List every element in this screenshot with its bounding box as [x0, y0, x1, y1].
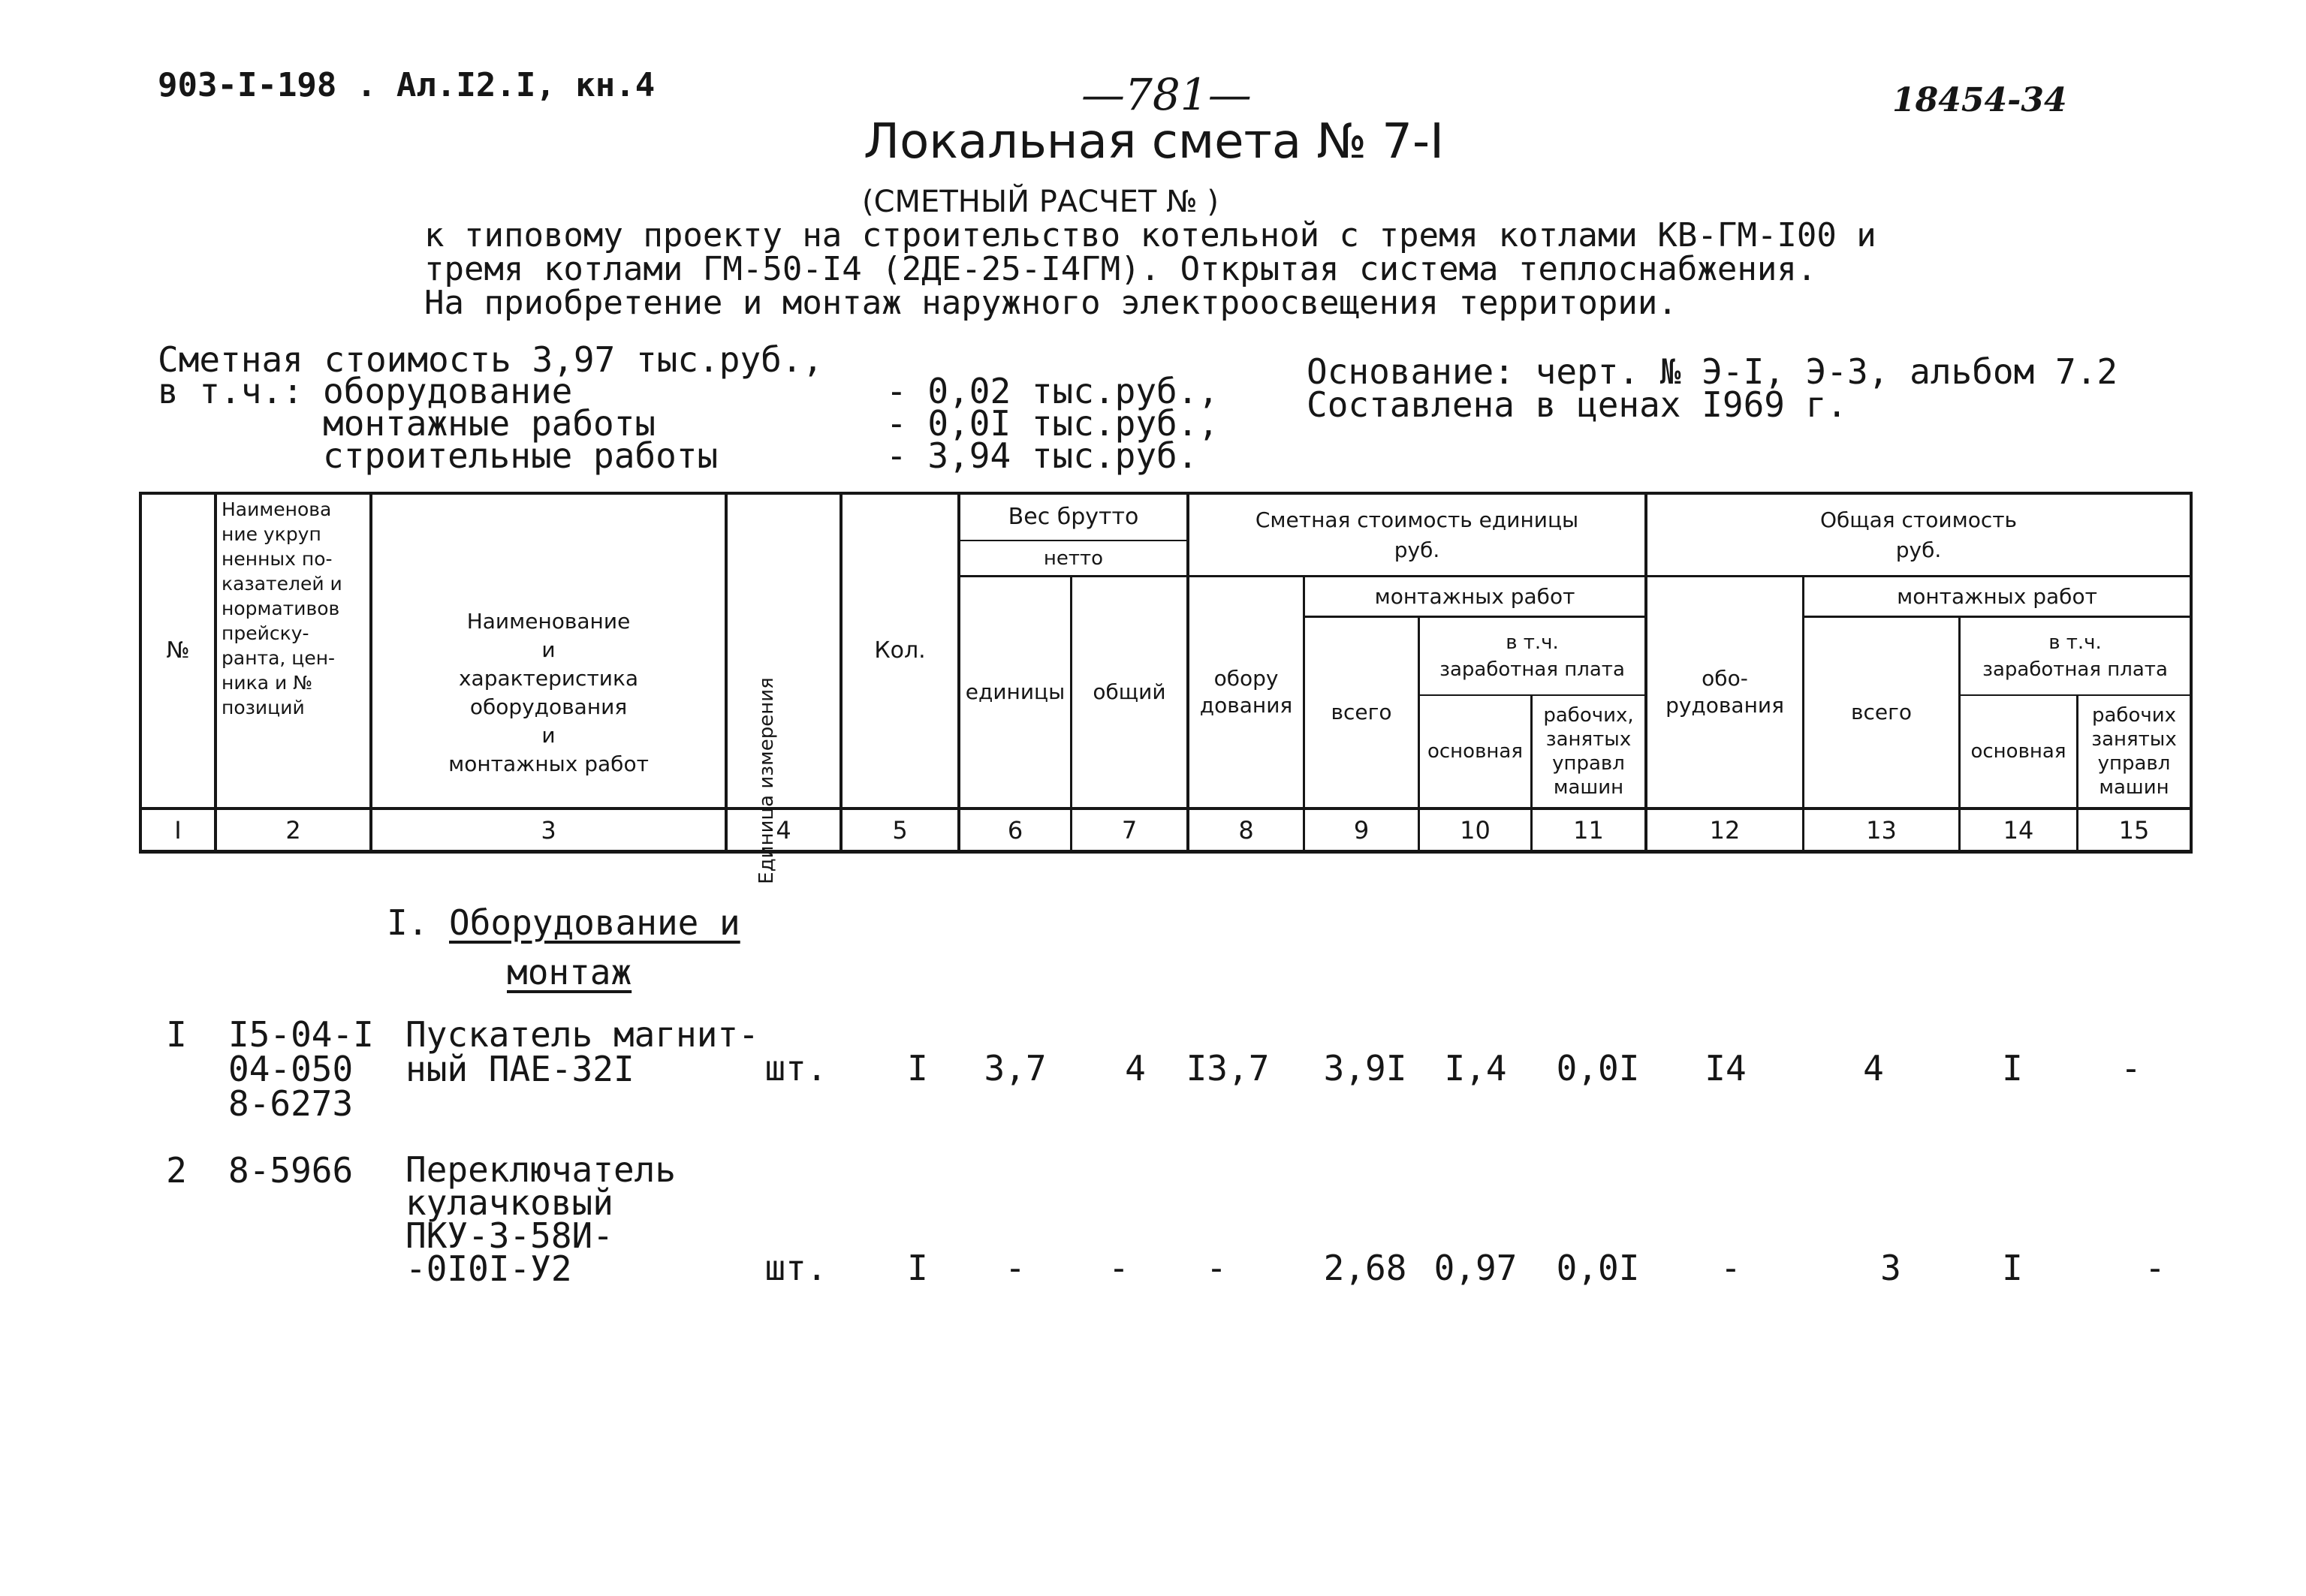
description-line-2: тремя котлами ГМ-50-I4 (2ДЕ-25-I4ГМ). Открытая система теплоснабжения.	[424, 250, 1817, 288]
header-weight-total: общий	[1093, 679, 1166, 704]
column-number: 7	[1121, 815, 1138, 845]
header-unit-machine: рабочих, занятых управл машин	[1543, 704, 1634, 799]
section-title-line-1: Оборудование и	[449, 902, 740, 943]
header-total-basic: основная	[1970, 740, 2066, 763]
row-unit: шт.	[764, 1248, 827, 1288]
row-name: Пускатель магнит- ный ПАЕ-32I	[405, 1014, 759, 1089]
header-weight-gross: Вес брутто	[1008, 504, 1139, 530]
row-total-equipment: I4	[1705, 1048, 1747, 1089]
row-total-basic: I	[2002, 1048, 2023, 1089]
row-total-basic: I	[2002, 1248, 2023, 1288]
column-number: 9	[1353, 815, 1370, 845]
column-number: 4	[776, 815, 791, 845]
header-norms: Наименова ние укруп ненных по- казателей и нормативов прейску- ранта, цен- ника и № позиций	[222, 498, 342, 718]
row-qty: I	[907, 1248, 928, 1288]
row-weight-total: 4	[1125, 1048, 1146, 1089]
total-cost: Сметная стоимость 3,97 тыс.руб.,	[158, 339, 824, 380]
page-title: Локальная смета № 7-I	[864, 114, 1444, 170]
column-number: 3	[541, 815, 556, 845]
header-total-machine: рабочих занятых управл машин	[2091, 704, 2177, 799]
header-total-equipment: обо- рудования	[1665, 666, 1784, 718]
basis-note: Основание: черт. № Э-I, Э-3, альбом 7.2	[1307, 351, 2118, 392]
row-weight-total: -	[1108, 1248, 1129, 1288]
column-number: 13	[1866, 815, 1897, 845]
cost-construction-value: - 3,94 тыс.руб.	[886, 435, 1198, 476]
row-total-total: 4	[1863, 1048, 1884, 1089]
row-total-machine: -	[2121, 1048, 2142, 1089]
page-number: —781—	[1081, 69, 1252, 120]
cost-equipment-value: - 0,02 тыс.руб.,	[886, 371, 1219, 411]
header-unit: Единица измерения	[755, 677, 778, 884]
row-total-total: 3	[1880, 1248, 1901, 1288]
row-norm: I5-04-I 04-050 8-6273	[228, 1014, 374, 1124]
row-unit-basic: 0,97	[1433, 1248, 1518, 1288]
description-line-3: На приобретение и монтаж наружного электроосвещения территории.	[424, 284, 1678, 322]
header-unit-wages: в т.ч. заработная плата	[1439, 631, 1625, 681]
row-weight-unit: -	[1005, 1248, 1026, 1288]
header-unit-total: всего	[1331, 700, 1392, 724]
column-number: 12	[1709, 815, 1741, 845]
column-number: 15	[2118, 815, 2150, 845]
row-unit-total: 3,9I	[1323, 1048, 1407, 1089]
header-unit-equipment: обору дования	[1199, 666, 1293, 718]
row-unit-equipment: I3,7	[1186, 1048, 1270, 1089]
archive-code: 18454-34	[1892, 81, 2067, 119]
cost-installation-label: монтажные работы	[323, 403, 656, 444]
cost-construction-label: строительные работы	[323, 435, 719, 476]
column-number: 8	[1238, 815, 1254, 845]
row-total-equipment: -	[1720, 1248, 1741, 1288]
row-unit-machine: 0,0I	[1556, 1048, 1640, 1089]
header-no: №	[166, 637, 190, 664]
column-number: 14	[2003, 815, 2034, 845]
header-name: Наименование и характеристика оборудования и монтажных работ	[448, 608, 649, 776]
row-no: 2	[166, 1150, 187, 1191]
header-qty: Кол.	[874, 637, 926, 664]
column-number: 6	[1007, 815, 1023, 845]
column-number: 2	[285, 815, 301, 845]
row-unit-equipment: -	[1206, 1248, 1227, 1288]
header-total-install: монтажных работ	[1897, 583, 2097, 609]
row-total-machine: -	[2145, 1248, 2166, 1288]
row-no: I	[166, 1014, 187, 1055]
header-weight-unit: единицы	[965, 679, 1066, 704]
page-subtitle: (СМЕТНЫЙ РАСЧЕТ № )	[862, 185, 1219, 219]
row-norm: 8-5966	[228, 1150, 354, 1191]
cost-equipment-label: оборудование	[323, 371, 573, 411]
row-unit-basic: I,4	[1444, 1048, 1507, 1089]
column-number: I	[174, 815, 182, 845]
header-unit-install: монтажных работ	[1374, 583, 1575, 609]
price-year-note: Составлена в ценах I969 г.	[1307, 384, 1848, 425]
column-number: 5	[892, 815, 908, 845]
row-unit-machine: 0,0I	[1556, 1248, 1640, 1288]
section-number: I.	[387, 902, 429, 943]
row-qty: I	[907, 1048, 928, 1089]
document-code: 903-I-198 . Ал.I2.I, кн.4	[158, 66, 656, 104]
header-total-wages: в т.ч. заработная плата	[1982, 631, 2168, 681]
column-number: 11	[1573, 815, 1604, 845]
including-label: в т.ч.:	[158, 371, 303, 411]
column-number: 10	[1460, 815, 1491, 845]
header-total-cost: Общая стоимость руб.	[1819, 507, 2018, 562]
row-weight-unit: 3,7	[984, 1048, 1047, 1089]
section-title-line-2: монтаж	[507, 952, 632, 992]
row-unit-total: 2,68	[1323, 1248, 1407, 1288]
description-line-1: к типовому проекту на строительство котельной с тремя котлами КВ-ГМ-I00 и	[424, 216, 1876, 254]
cost-installation-value: - 0,0I тыс.руб.,	[886, 403, 1219, 444]
row-name: Переключатель кулачковый ПКУ-3-58И- -0I0I-У2	[405, 1149, 677, 1289]
header-unit-cost: Сметная стоимость единицы руб.	[1255, 507, 1579, 562]
header-total-total: всего	[1851, 700, 1912, 724]
header-weight-net: нетто	[1043, 547, 1104, 570]
row-unit: шт.	[764, 1048, 827, 1089]
header-unit-basic: основная	[1427, 740, 1523, 763]
